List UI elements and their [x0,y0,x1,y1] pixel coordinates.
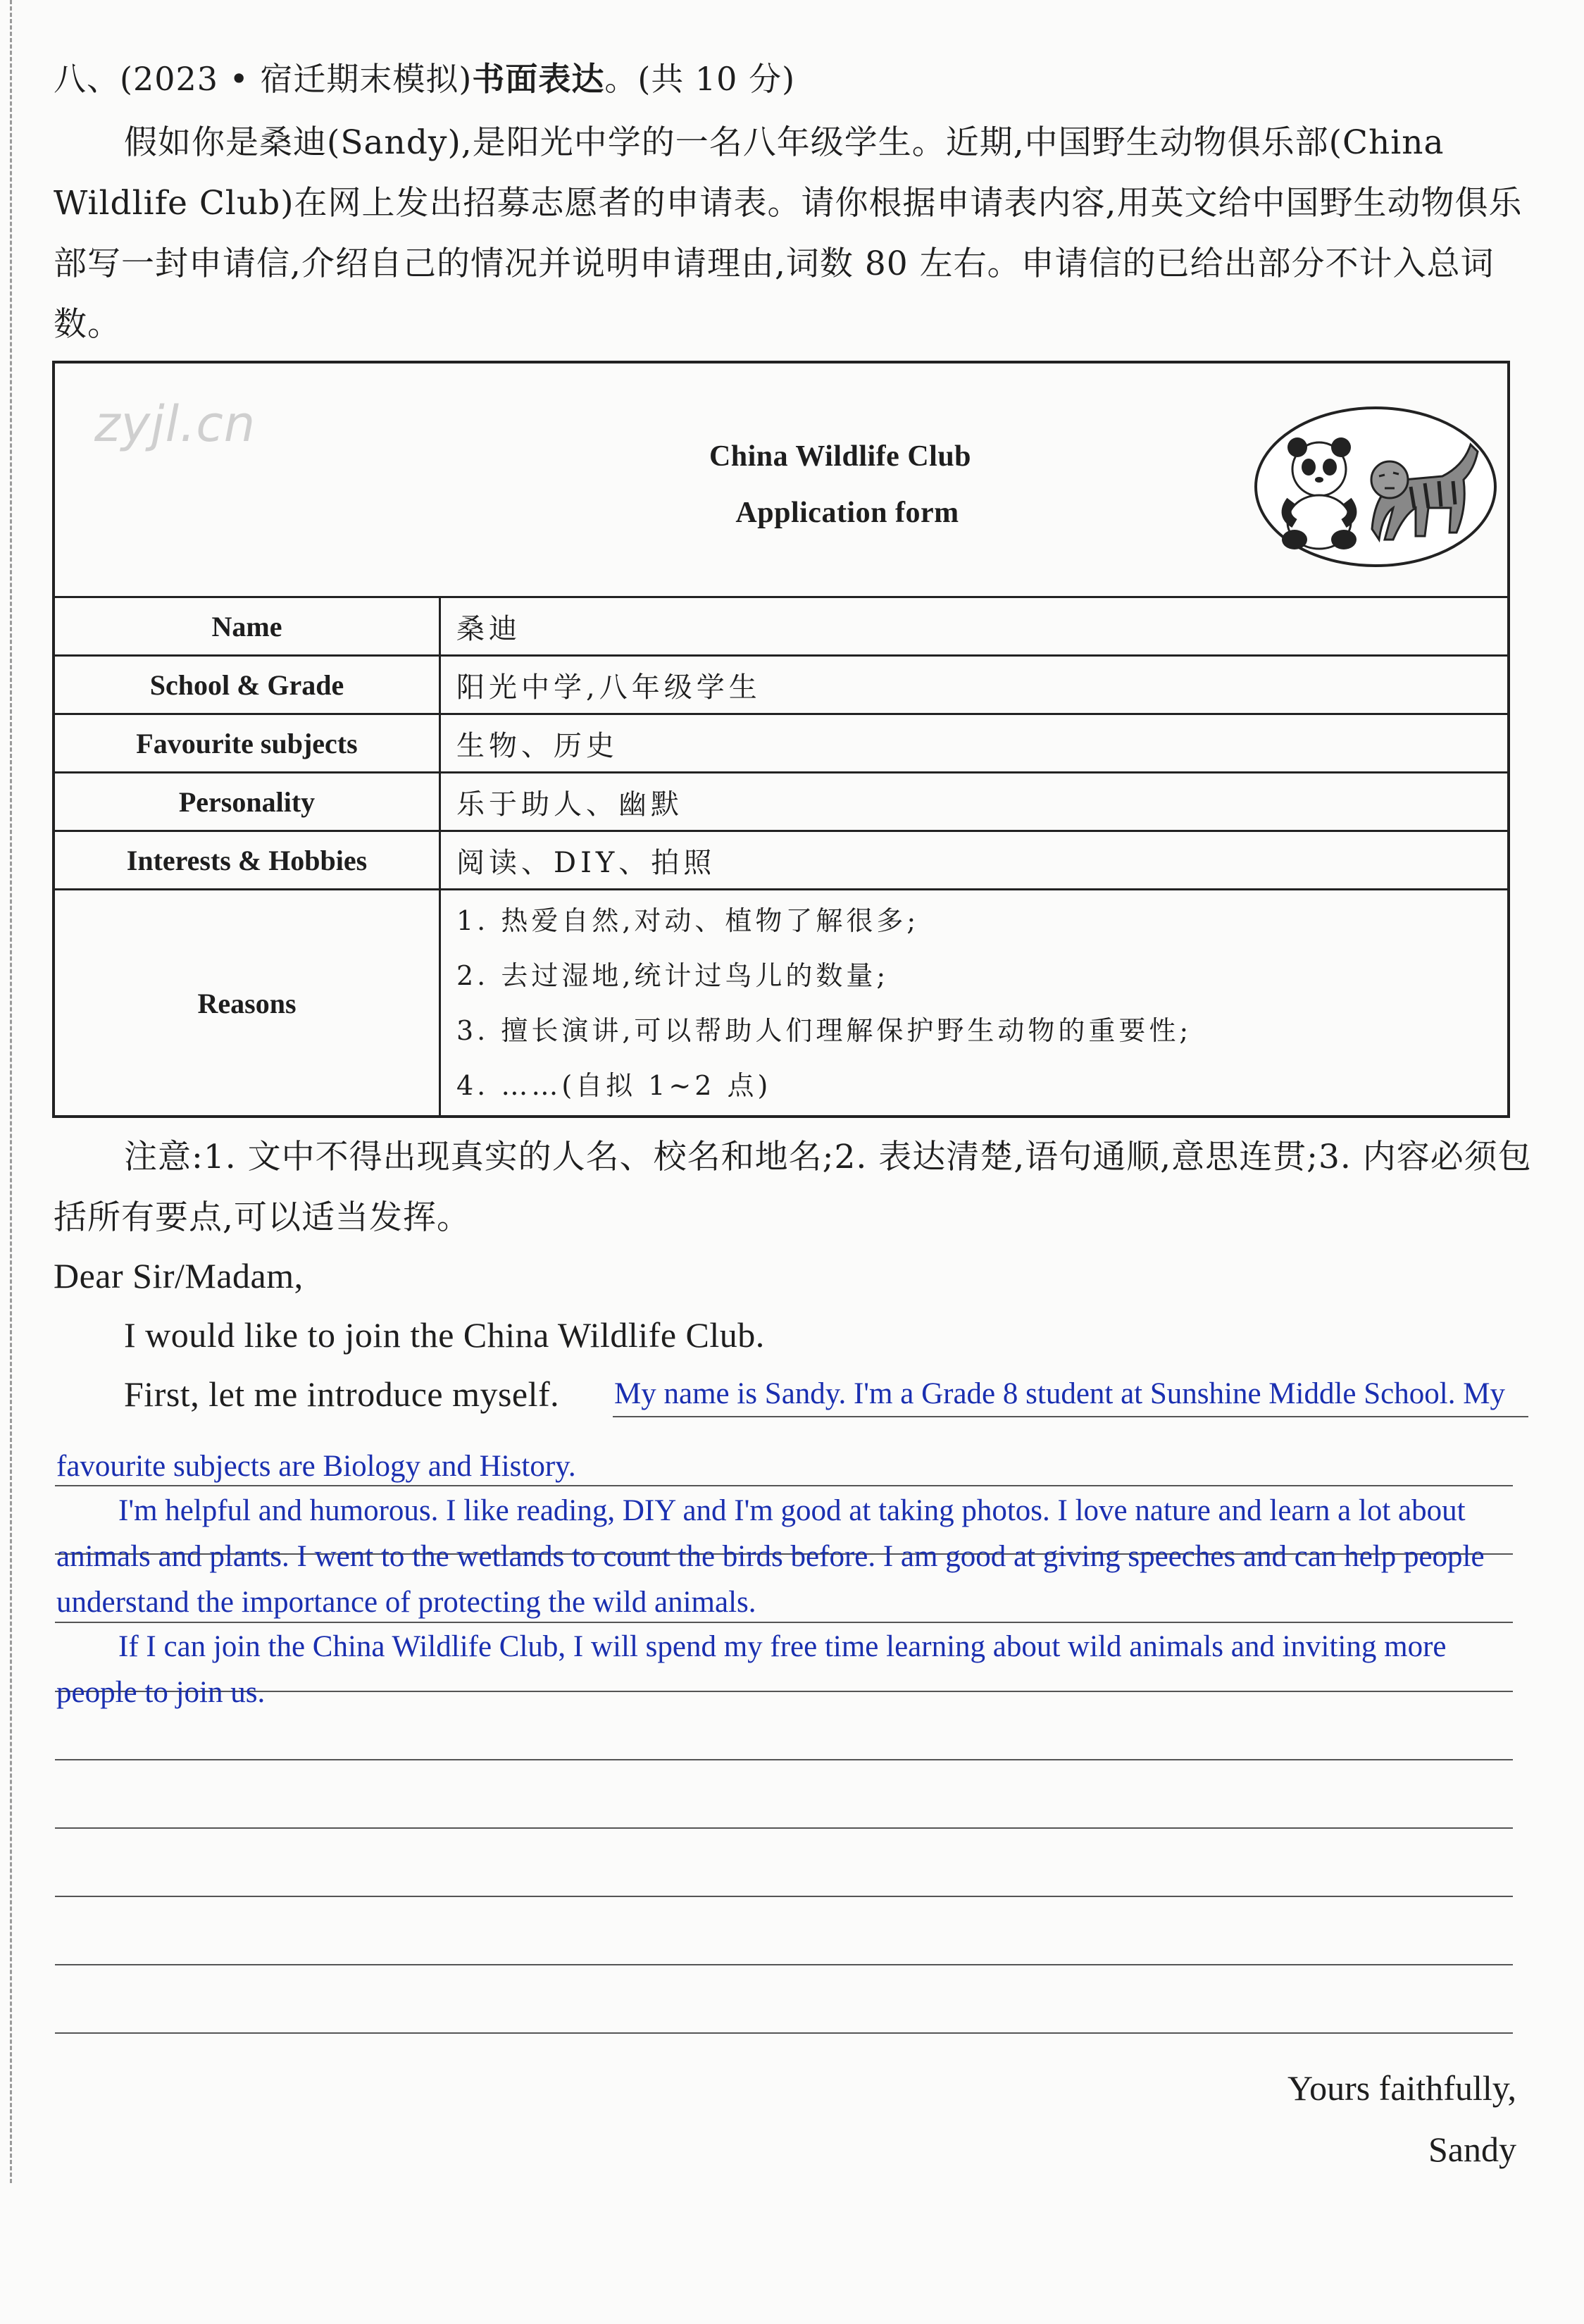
answer-line [55,1896,1513,1897]
answer-line [55,1691,1513,1692]
answer-line [55,1759,1513,1760]
letter-signature: Sandy [1428,2130,1516,2169]
form-header [55,363,1507,596]
panda-tiger-logo-icon [1252,402,1499,571]
form-label: Reasons [55,890,440,1117]
form-label: Personality [55,773,440,831]
form-label: Interests & Hobbies [55,831,440,890]
handwritten-answer-line: favourite subjects are Biology and History. [56,1450,576,1483]
answer-line [55,1622,1513,1623]
form-row-personality [55,773,1507,831]
application-form [52,361,1510,1118]
form-row-interests [55,831,1507,890]
form-label: Favourite subjects [55,714,440,773]
form-label: Name [55,597,440,656]
handwritten-answer-line: people to join us. [56,1676,266,1709]
letter-paragraph-lead: First, let me introduce myself. [124,1374,560,1414]
letter-greeting: Dear Sir/Madam, [54,1256,304,1295]
letter-closing: Yours faithfully, [1287,2068,1516,2108]
writing-notes: 注意:1. 文中不得出现真实的人名、校名和地名;2. 表达清楚,语句通顺,意思连贯;3. 内容必须包括所有要点,可以适当发挥。 [54,1138,1532,1237]
handwritten-answer-line: If I can join the China Wildlife Club, I will spend my free time learning about wild animals and inviting more [118,1630,1447,1663]
page-binding-edge [10,0,12,2183]
club-name: China Wildlife Club [709,440,972,473]
reason-item: 3. 擅长演讲,可以帮助人们理解保护野生动物的重要性; [456,1015,1192,1046]
handwritten-answer-line: understand the importance of protecting the wild animals. [56,1586,756,1619]
answer-line [55,1964,1513,1965]
handwritten-answer-line: animals and plants. I went to the wetlands to count the birds before. I am good at giving speeches and can help people [56,1540,1485,1573]
form-value: 乐于助人、幽默 [440,773,1508,831]
question-header [54,58,1533,100]
form-row-name [55,597,1507,656]
form-title: Application form [735,497,959,529]
answer-line [55,1827,1513,1829]
answer-line [55,2032,1513,2034]
form-row-subjects [55,714,1507,773]
handwritten-answer-line: My name is Sandy. I'm a Grade 8 student at Sunshine Middle School. My [614,1377,1505,1410]
reasons-list [440,890,1508,1117]
form-row-reasons [55,890,1507,1117]
reason-item: 4. ……(自拟 1~2 点) [456,1070,772,1101]
reason-item: 1. 热爱自然,对动、植物了解很多; [456,905,920,936]
form-table [55,596,1507,1116]
question-source: 八、(2023 • 宿迁期末模拟) [54,60,473,98]
question-title: 书面表达 [472,60,605,98]
answer-line [613,1416,1528,1417]
form-row-school-grade [55,656,1507,714]
watermark: zyjl.cn [94,395,256,453]
handwritten-answer-line: I'm helpful and humorous. I like reading, DIY and I'm good at taking photos. I love nature and learn a lot about [118,1494,1466,1527]
form-value: 生物、历史 [440,714,1508,773]
reason-item: 2. 去过湿地,统计过鸟儿的数量; [456,960,890,991]
answer-line [55,1485,1513,1486]
letter-paragraph: I would like to join the China Wildlife Club. [124,1315,765,1355]
form-value: 桑迪 [440,597,1508,656]
task-instructions: 假如你是桑迪(Sandy),是阳光中学的一名八年级学生。近期,中国野生动物俱乐部(China Wildlife Club)在网上发出招募志愿者的申请表。请你根据申请表内容,用英文给中国野生动物俱乐部写一封申请信,介绍自己的情况并说明申请理由,词数 80 左右。申请信的已给出部分不计入总词数。 [54,123,1523,344]
question-score: 。(共 10 分) [604,60,796,98]
form-label: School & Grade [55,656,440,714]
form-value: 阳光中学,八年级学生 [440,656,1508,714]
form-value: 阅读、DIY、拍照 [440,831,1508,890]
